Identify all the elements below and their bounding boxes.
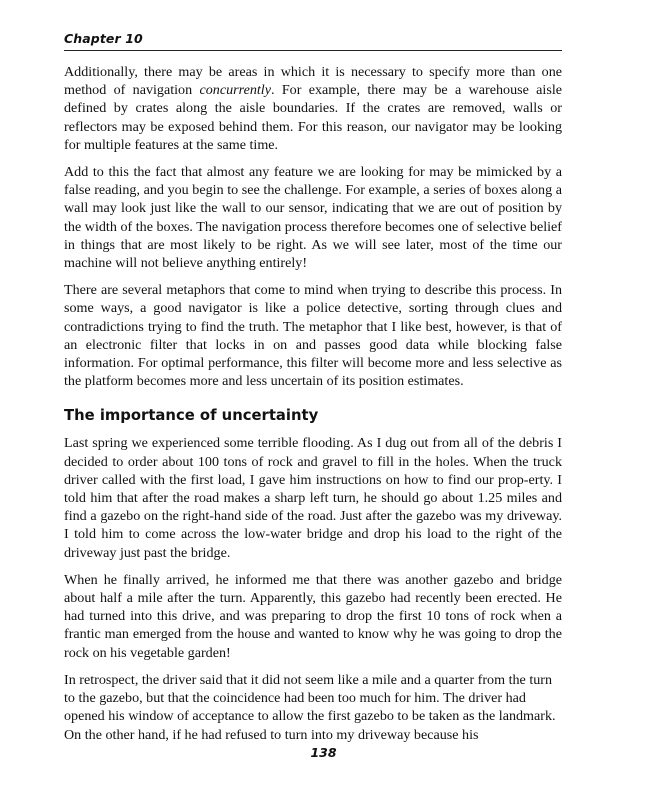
paragraph-second-gazebo: When he finally arrived, he informed me that there was another gazebo and bridge about half a mile after the turn. Apparently, this gazebo had recently been erected. He had turned into this drive, and was preparing to drop the first 10 tons of rock when a frantic man emerged from the house and wanted to know why he was going to drop the rock on his vegetable garden! <box>64 571 562 661</box>
paragraph-false-readings: Add to this the fact that almost any feature we are looking for may be mimicked by a false reading, and you begin to see the challenge. For example, a series of boxes along a wall may look just like the wall to our sensor, indicating that we are out of position by the width of the boxes. The navigation process therefore becomes one of selective belief in things that are most likely to be right. As we will see later, most of the time our machine will not believe anything entirely! <box>64 164 562 272</box>
page-number: 138 <box>310 745 337 760</box>
paragraph-flooding-story: Last spring we experienced some terrible flooding. As I dug out from all of the debris I decided to order about 100 tons of rock and gravel to fill in the holes. When the truck driver called with the first load, I gave him instructions on how to find our prop-erty. I told him that after the road makes a sharp left turn, he should go about 1.25 miles and find a gazebo on the right-hand side of the road. Just after the gazebo was my driveway. I told him to come across the low-water bridge and drop his load to the right of the driveway just past the bridge. <box>64 435 562 561</box>
paragraph-metaphors: There are several metaphors that come to mind when trying to describe this process. In some ways, a good navigator is like a police detective, sorting through clues and contradictions trying to find the truth. The metaphor that I like best, however, is that of an electronic filter that locks in on and passes good data while blocking false information. For optimal performance, this filter will become more and less selective as the platform becomes more and less uncertain of its position estimates. <box>64 282 562 390</box>
paragraph-text: . For example, there may be a warehouse aisle defined by crates along the aisle boundaries. If the crates are removed, walls or reflectors may be exposed behind them. For this reason, our navigator may be looking for multiple features at the same time. <box>64 82 563 153</box>
page-body <box>64 63 562 744</box>
chapter-title: Chapter 10 <box>64 31 143 46</box>
paragraph-text: Additionally, there may be areas in which it is necessary to specify more than one method of navigation <box>64 64 562 99</box>
section-heading: The importance of uncertainty <box>64 407 319 425</box>
paragraph-retrospect: In retrospect, the driver said that it did not seem like a mile and a quarter from the turn to the gazebo, but that the coincidence had been too much for him. The driver had opened his window of acceptance to allow the first gazebo to be taken as the landmark. On the other hand, if he had refused to turn into my driveway because his <box>64 671 556 743</box>
emphasized-word: concurrently <box>199 82 271 99</box>
running-header <box>64 30 562 51</box>
paragraph-navigation-methods <box>64 63 562 154</box>
